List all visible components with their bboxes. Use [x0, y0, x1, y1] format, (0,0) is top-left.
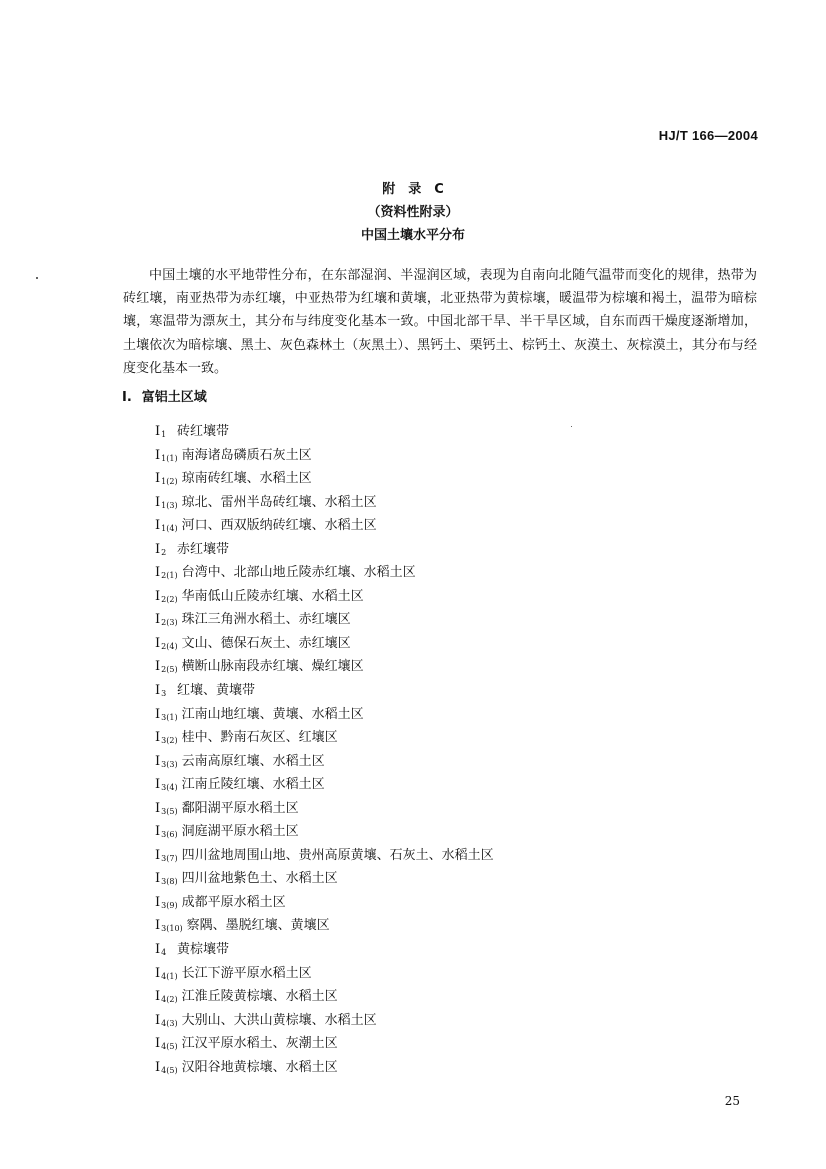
- region-code-sub: 3(5): [161, 806, 178, 816]
- zone-item: [155, 938, 494, 962]
- region-code-sub: 3(2): [161, 736, 178, 746]
- region-label: 成都平原水稻土区: [181, 894, 286, 910]
- appendix-heading: [0, 178, 826, 247]
- region-label: 桂中、黔南石灰区、红壤区: [181, 730, 338, 746]
- region-label: 琼南砖红壤、水稻土区: [181, 471, 312, 487]
- region-code-sub: 3(6): [161, 830, 178, 840]
- page-number: 25: [724, 1094, 740, 1108]
- subzone-item: [155, 655, 494, 679]
- zone-item: [155, 679, 494, 703]
- region-code-main: Ⅰ: [155, 824, 161, 840]
- appendix-title: 附 录 C: [382, 182, 444, 197]
- intro-paragraph: 中国土壤的水平地带性分布，在东部湿润、半湿润区域，表现为自南向北随气温带而变化的规律，热带为砖红壤，南亚热带为赤红壤，中亚热带为红壤和黄壤，北亚热带为黄棕壤，暖温带为棕壤和褐土，温带为暗棕壤，寒温带为漂灰土，其分布与纬度变化基本一致。中国北部干旱、半干旱区域，自东而西干燥度逐渐增加，土壤依次为暗棕壤、黑土、灰色森林土（灰黑土）、黑钙土、栗钙土、棕钙土、灰漠土、灰棕漠土，其分布与经度变化基本一致。: [123, 268, 757, 376]
- region-code-sub: 1(1): [161, 453, 178, 463]
- region-label: 江南丘陵红壤、水稻土区: [181, 777, 325, 793]
- region-code-sub: 4(5): [161, 1065, 178, 1075]
- region-code-main: Ⅰ: [155, 565, 161, 581]
- region-code-sub: 1(2): [161, 477, 178, 487]
- region-code-sub: 2(1): [161, 571, 178, 581]
- subzone-item: [155, 797, 494, 821]
- subzone-item: [155, 632, 494, 656]
- region-code-main: Ⅰ: [155, 1036, 161, 1052]
- subzone-item: [155, 726, 494, 750]
- region-label: 珠江三角洲水稻土、赤红壤区: [181, 612, 351, 628]
- region-code-main: Ⅰ: [155, 894, 161, 910]
- region-code-main: Ⅰ: [155, 871, 161, 887]
- region-code-sub: 3(3): [161, 759, 178, 769]
- subzone-item: [155, 891, 494, 915]
- region-code-main: Ⅰ: [155, 635, 161, 651]
- region-code-main: Ⅰ: [155, 494, 161, 510]
- region-code-sub: 2: [161, 547, 167, 557]
- section-label: 富铝土区域: [141, 390, 207, 405]
- region-code-sub: 3(1): [161, 712, 178, 722]
- subzone-item: [155, 467, 494, 491]
- subzone-item: [155, 608, 494, 632]
- region-code-sub: 3(4): [161, 783, 178, 793]
- subzone-item: [155, 585, 494, 609]
- region-code: [155, 1056, 178, 1083]
- region-code-main: Ⅰ: [155, 471, 161, 487]
- region-code-sub: 2(2): [161, 594, 178, 604]
- region-label: 鄱阳湖平原水稻土区: [181, 800, 299, 816]
- region-code-sub: 4(3): [161, 1018, 178, 1028]
- subzone-item: [155, 561, 494, 585]
- region-code-sub: 3(8): [161, 877, 178, 887]
- region-label: 南海诸岛磷质石灰土区: [181, 447, 312, 463]
- region-code-main: Ⅰ: [155, 447, 161, 463]
- region-code-sub: 3(9): [161, 900, 178, 910]
- region-code-sub: 4(1): [161, 971, 178, 981]
- section-number: Ⅰ.: [122, 390, 132, 405]
- region-label: 红壤、黄壤带: [177, 683, 256, 699]
- region-code-sub: 3(7): [161, 853, 178, 863]
- region-code-main: Ⅰ: [155, 942, 161, 958]
- subzone-item: [155, 820, 494, 844]
- section-title: [122, 386, 207, 405]
- subzone-item: [155, 1032, 494, 1056]
- region-label: 江南山地红壤、黄壤、水稻土区: [181, 706, 364, 722]
- subzone-item: [155, 1009, 494, 1033]
- region-code-sub: 2(5): [161, 665, 178, 675]
- region-label: 河口、西双版纳砖红壤、水稻土区: [181, 518, 377, 534]
- region-label: 文山、德保石灰土、赤红壤区: [181, 635, 351, 651]
- region-label: 云南高原红壤、水稻土区: [181, 753, 325, 769]
- subzone-item: [155, 444, 494, 468]
- region-label: 华南低山丘陵赤红壤、水稻土区: [181, 588, 364, 604]
- region-code-main: Ⅰ: [155, 612, 161, 628]
- region-code-main: Ⅰ: [155, 989, 161, 1005]
- subzone-item: [155, 1056, 494, 1080]
- region-list: [155, 420, 494, 1079]
- region-label: 琼北、雷州半岛砖红壤、水稻土区: [181, 494, 377, 510]
- subzone-item: [155, 844, 494, 868]
- subzone-item: [155, 773, 494, 797]
- zone-item: [155, 538, 494, 562]
- region-code-main: Ⅰ: [155, 706, 161, 722]
- region-label: 汉阳谷地黄棕壤、水稻土区: [181, 1059, 338, 1075]
- subzone-item: [155, 985, 494, 1009]
- region-code-sub: 1(3): [161, 500, 178, 510]
- region-label: 台湾中、北部山地丘陵赤红壤、水稻土区: [181, 565, 416, 581]
- region-label: 砖红壤带: [177, 424, 230, 439]
- standard-code: HJ/T 166—2004: [658, 128, 758, 143]
- region-code-main: Ⅰ: [155, 1012, 161, 1028]
- region-label: 黄棕壤带: [177, 942, 230, 958]
- region-code-main: Ⅰ: [155, 800, 161, 816]
- region-code-main: Ⅰ: [155, 683, 161, 699]
- region-code-sub: 3: [161, 689, 167, 699]
- region-label: 大别山、大洪山黄棕壤、水稻土区: [181, 1012, 377, 1028]
- region-label: 江汉平原水稻土、灰潮土区: [181, 1036, 338, 1052]
- region-code-main: Ⅰ: [155, 541, 161, 557]
- region-code-sub: 2(4): [161, 641, 178, 651]
- region-label: 洞庭湖平原水稻土区: [181, 824, 299, 840]
- subzone-item: [155, 914, 494, 938]
- region-code-sub: 3(10): [161, 924, 183, 934]
- region-code-main: Ⅰ: [155, 965, 161, 981]
- region-code-main: Ⅰ: [155, 588, 161, 604]
- region-label: 赤红壤带: [177, 541, 230, 557]
- subzone-item: [155, 962, 494, 986]
- region-label: 四川盆地周围山地、贵州高原黄壤、石灰土、水稻土区: [181, 847, 494, 863]
- region-code-main: Ⅰ: [155, 730, 161, 746]
- appendix-subtitle: 中国土壤水平分布: [360, 228, 465, 243]
- region-code-main: Ⅰ: [155, 777, 161, 793]
- region-code-main: Ⅰ: [155, 518, 161, 534]
- region-code-main: Ⅰ: [155, 424, 161, 439]
- region-code-main: Ⅰ: [155, 918, 161, 934]
- appendix-nature: （资料性附录）: [367, 205, 459, 220]
- subzone-item: [155, 867, 494, 891]
- scan-speck: [36, 277, 38, 279]
- subzone-item: [155, 750, 494, 774]
- region-label: 横断山脉南段赤红壤、燥红壤区: [181, 659, 364, 675]
- region-code-main: Ⅰ: [155, 753, 161, 769]
- region-code-main: Ⅰ: [155, 659, 161, 675]
- region-label: 江淮丘陵黄棕壤、水稻土区: [181, 989, 338, 1005]
- subzone-item: [155, 514, 494, 538]
- scan-speck: [571, 426, 572, 427]
- subzone-item: [155, 703, 494, 727]
- region-label: 察隅、墨脱红壤、黄壤区: [186, 918, 330, 934]
- region-code-main: Ⅰ: [155, 847, 161, 863]
- region-code-sub: 4: [161, 948, 167, 958]
- region-code-main: Ⅰ: [155, 1059, 161, 1075]
- region-label: 长江下游平原水稻土区: [181, 965, 312, 981]
- region-code-sub: 2(3): [161, 618, 178, 628]
- region-code-sub: 1(4): [161, 524, 178, 534]
- region-code-sub: 1: [161, 430, 167, 439]
- region-code-sub: 4(2): [161, 995, 178, 1005]
- region-code-sub: 4(5): [161, 1042, 178, 1052]
- subzone-item: [155, 491, 494, 515]
- region-label: 四川盆地紫色土、水稻土区: [181, 871, 338, 887]
- zone-item: [155, 420, 494, 444]
